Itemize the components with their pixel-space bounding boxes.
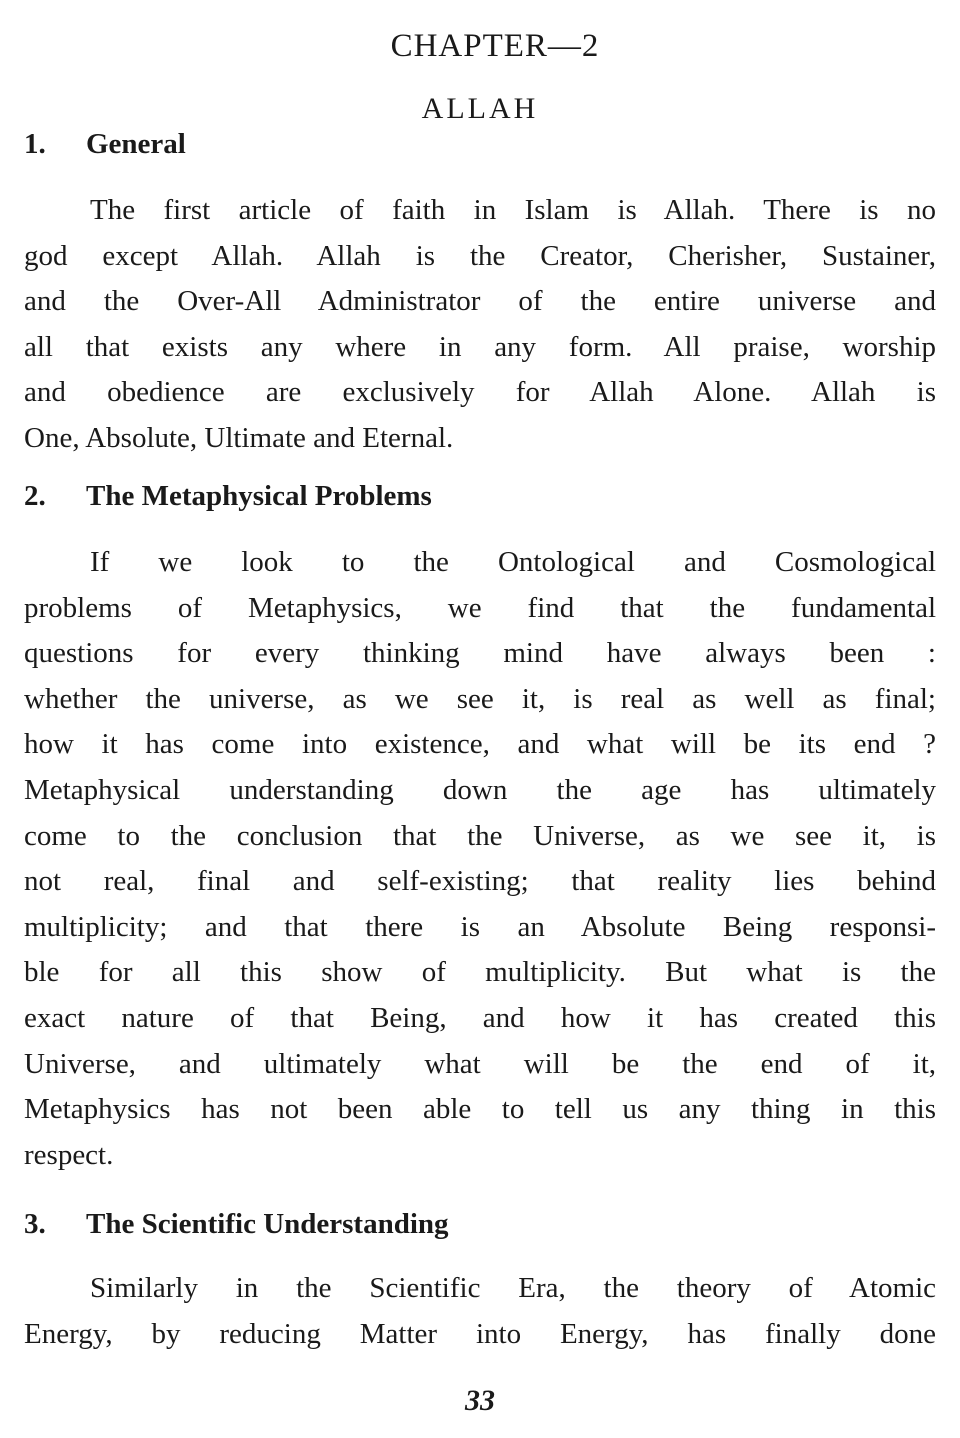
text-line: Energy, by reducing Matter into Energy, has finally done <box>24 1317 936 1350</box>
section-title: The Metaphysical Problems <box>86 480 432 512</box>
text-line: One, Absolute, Ultimate and Eternal. <box>24 421 454 454</box>
text-line: Metaphysics has not been able to tell us any thing in this <box>24 1093 936 1126</box>
text-line: exact nature of that Being, and how it has created this <box>24 1001 936 1034</box>
section-heading-scientific <box>24 1208 449 1241</box>
text-line: questions for every thinking mind have always been : <box>24 637 936 670</box>
chapter-subtitle: ALLAH <box>421 92 539 125</box>
text-line: Similarly in the Scientific Era, the theory of Atomic <box>90 1272 936 1304</box>
text-line: come to the conclusion that the Universe, as we see it, is <box>24 819 936 852</box>
text-line: whether the universe, as we see it, is real as well as final; <box>24 682 936 715</box>
text-line: and the Over-All Administrator of the entire universe and <box>24 285 936 318</box>
section-number: 1. <box>24 128 46 160</box>
text-line: how it has come into existence, and what will be its end ? <box>24 728 936 761</box>
section-heading-metaphysical <box>24 480 432 513</box>
chapter-title: CHAPTER—2 <box>390 28 600 64</box>
page-number: 33 <box>465 1384 495 1417</box>
section-heading-general <box>24 128 186 161</box>
text-line: Metaphysical understanding down the age has ultimately <box>24 773 936 806</box>
text-line: god except Allah. Allah is the Creator, Cherisher, Sustainer, <box>24 239 936 272</box>
text-line: and obedience are exclusively for Allah Alone. Allah is <box>24 376 936 409</box>
paragraph-general <box>24 188 936 462</box>
text-line: respect. <box>24 1138 114 1171</box>
section-title: The Scientific Understanding <box>86 1208 449 1240</box>
text-line: all that exists any where in any form. All praise, worship <box>24 330 936 363</box>
text-line: Universe, and ultimately what will be the end of it, <box>24 1047 936 1080</box>
paragraph-metaphysical <box>24 540 936 1178</box>
text-line: ble for all this show of multiplicity. But what is the <box>24 956 936 989</box>
text-line: The first article of faith in Islam is Allah. There is no <box>90 194 936 226</box>
section-number: 2. <box>24 480 46 512</box>
text-line: problems of Metaphysics, we find that the fundamental <box>24 591 936 624</box>
section-title: General <box>86 128 186 160</box>
text-line: not real, final and self-existing; that reality lies behind <box>24 865 936 898</box>
text-line: If we look to the Ontological and Cosmological <box>90 546 936 578</box>
paragraph-scientific <box>24 1266 936 1357</box>
section-number: 3. <box>24 1208 46 1240</box>
text-line: multiplicity; and that there is an Absolute Being responsi- <box>24 910 936 943</box>
